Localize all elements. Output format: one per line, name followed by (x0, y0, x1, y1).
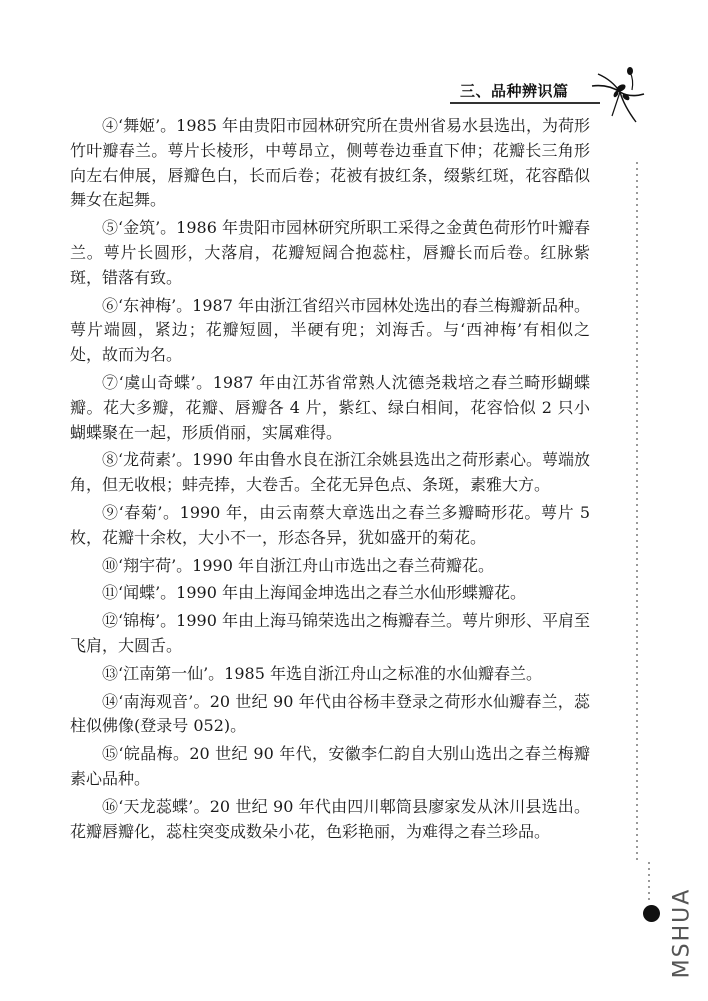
orchid-icon (590, 64, 646, 124)
entry-13: ⑬‘江南第一仙’。1985 年选自浙江舟山之标准的水仙瓣春兰。 (102, 663, 542, 683)
entry-12: ⑫‘锦梅’。1990 年由上海马锦荣选出之梅瓣春兰。萼片卵形、平肩至飞肩，大圆舌。 (70, 611, 590, 655)
entry-09: ⑨‘春菊’。1990 年，由云南蔡大章选出之春兰多瓣畸形花。萼片 5 枚，花瓣十余枚，大小不一，形态各异，犹如盛开的菊花。 (70, 502, 590, 547)
entry-10: ⑩‘翔宇荷’。1990 年自浙江舟山市选出之春兰荷瓣花。 (102, 555, 494, 575)
margin-dotted-line-lower (648, 860, 650, 900)
page-header (440, 66, 650, 110)
entry-16: ⑯‘天龙蕊蝶’。20 世纪 90 年代由四川郫筒县廖家发从沐川县选出。花瓣唇瓣化，蕊柱突变成数朵小花，色彩艳丽，为难得之春兰珍品。 (70, 796, 590, 841)
margin-dotted-line (636, 160, 638, 860)
chapter-title: 三、品种辨识篇 (460, 82, 569, 100)
entry-08: ⑧‘龙荷素’。1990 年由鲁水良在浙江余姚县选出之荷形素心。萼端放角，但无收根；蚌壳捧，大卷舌。全花无异色点、条斑，素雅大方。 (70, 450, 590, 495)
entry-07: ⑦‘虞山奇蝶’。1987 年由江苏省常熟人沈德尧栽培之春兰畸形蝴蝶瓣。花大多瓣，花瓣、唇瓣各 4 片，紫红、绿白相间，花容恰似 2 只小蝴蝶聚在一起，形质俏丽，实属难得。 (70, 372, 590, 442)
black-dot-icon (643, 905, 660, 922)
entry-14: ⑭‘南海观音’。20 世纪 90 年代由谷杨丰登录之荷形水仙瓣春兰，蕊柱似佛像(登录号 052)。 (70, 691, 590, 736)
body-text (70, 114, 590, 847)
entry-11: ⑪‘闻蝶’。1990 年由上海闻金坤选出之春兰水仙形蝶瓣花。 (102, 583, 526, 603)
watermark (662, 870, 702, 995)
watermark-text: MSHUA (669, 887, 695, 978)
entry-15: ⑮‘皖晶梅。20 世纪 90 年代，安徽李仁韵自大别山选出之春兰梅瓣素心品种。 (70, 744, 590, 788)
entry-05: ⑤‘金筑’。1986 年贵阳市园林研究所职工采得之金黄色荷形竹叶瓣春兰。萼片长圆形，大落肩，花瓣短阔合抱蕊柱，唇瓣长而后卷。红脉紫斑，错落有致。 (70, 218, 590, 287)
header-rule (450, 102, 600, 104)
entry-06: ⑥‘东神梅’。1987 年由浙江省绍兴市园林处选出的春兰梅瓣新品种。萼片端圆，紧边；花瓣短圆，半硬有兜；刘海舌。与‘西神梅’有相似之处，故而为名。 (70, 295, 590, 365)
entry-04: ④‘舞姬’。1985 年由贵阳市园林研究所在贵州省易水县选出，为荷形竹叶瓣春兰。萼片长棱形，中萼昂立，侧萼卷边垂直下伸；花瓣长三角形向左右伸展，唇瓣色白，长而后卷；花被有披红条，缀紫红斑，花容酷似舞女在起舞。 (70, 116, 590, 210)
